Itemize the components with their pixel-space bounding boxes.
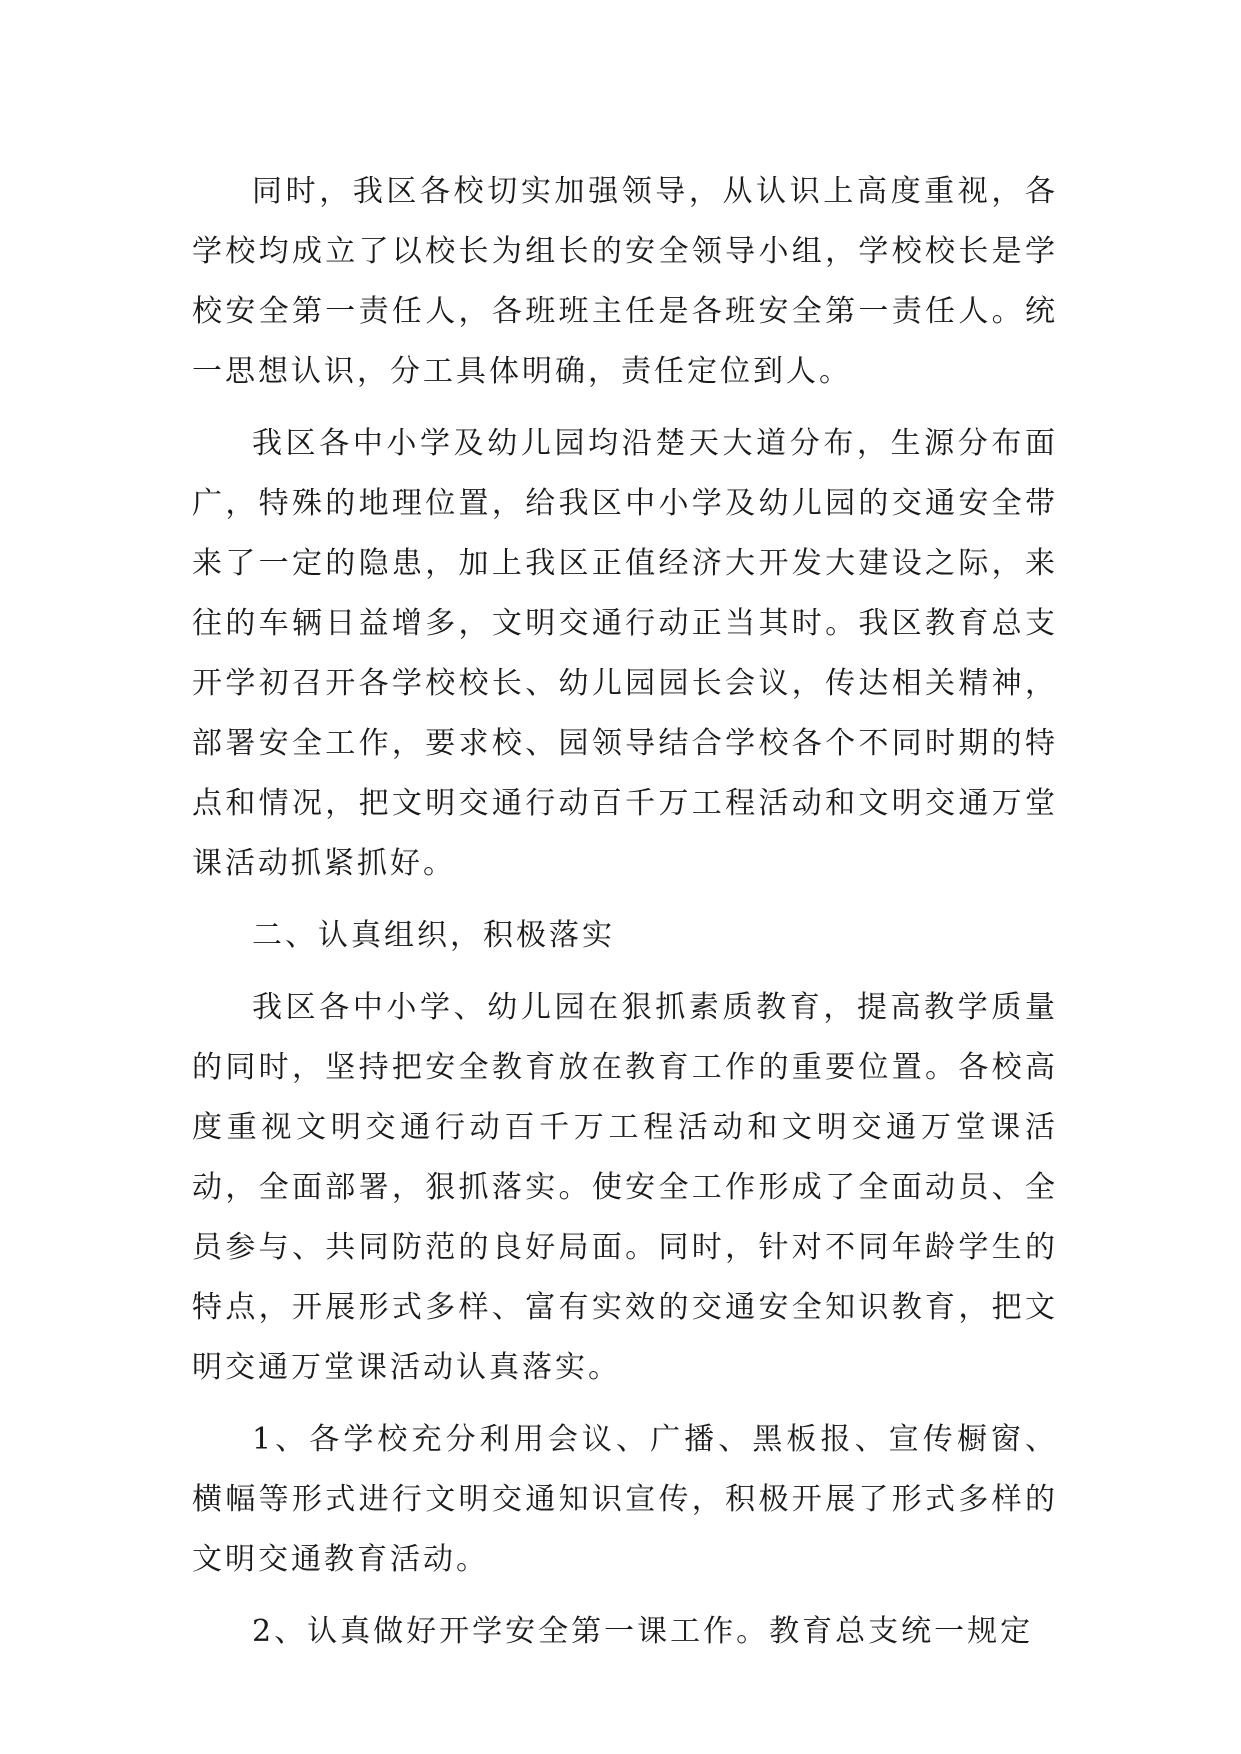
document-body: [192, 162, 1058, 1674]
paragraph-leadership: 同时，我区各校切实加强领导，从认识上高度重视，各学校均成立了以校长为组长的安全领导小组，学校校长是学校安全第一责任人，各班班主任是各班安全第一责任人。统一思想认识，分工具体明确，责任定位到人。: [192, 174, 1058, 389]
paragraph-traffic-background: 我区各中小学及幼儿园均沿楚天大道分布，生源分布面广，特殊的地理位置，给我区中小学及幼儿园的交通安全带来了一定的隐患，加上我区正值经济大开发大建设之际，来往的车辆日益增多，文明交通行动正当其时。我区教育总支开学初召开各学校校长、幼儿园园长会议，传达相关精神，部署安全工作，要求校、园领导结合学校各个不同时期的特点和情况，把文明交通行动百千万工程活动和文明交通万堂课活动抓紧抓好。: [192, 426, 1058, 881]
list-item-2-first-lesson: 2、认真做好开学安全第一课工作。教育总支统一规定: [252, 1614, 1034, 1649]
paragraph-safety-education: 我区各中小学、幼儿园在狠抓素质教育，提高教学质量的同时，坚持把安全教育放在教育工作的重要位置。各校高度重视文明交通行动百千万工程活动和文明交通万堂课活动，全面部署，狠抓落实。使安全工作形成了全面动员、全员参与、共同防范的良好局面。同时，针对不同年龄学生的特点，开展形式多样、富有实效的交通安全知识教育，把文明交通万堂课活动认真落实。: [192, 990, 1058, 1385]
section-heading-organize: 二、认真组织，积极落实: [252, 918, 615, 953]
list-item-1-publicity: 1、各学校充分利用会议、广播、黑板报、宣传橱窗、横幅等形式进行文明交通知识宣传，积极开展了形式多样的文明交通教育活动。: [192, 1422, 1058, 1577]
